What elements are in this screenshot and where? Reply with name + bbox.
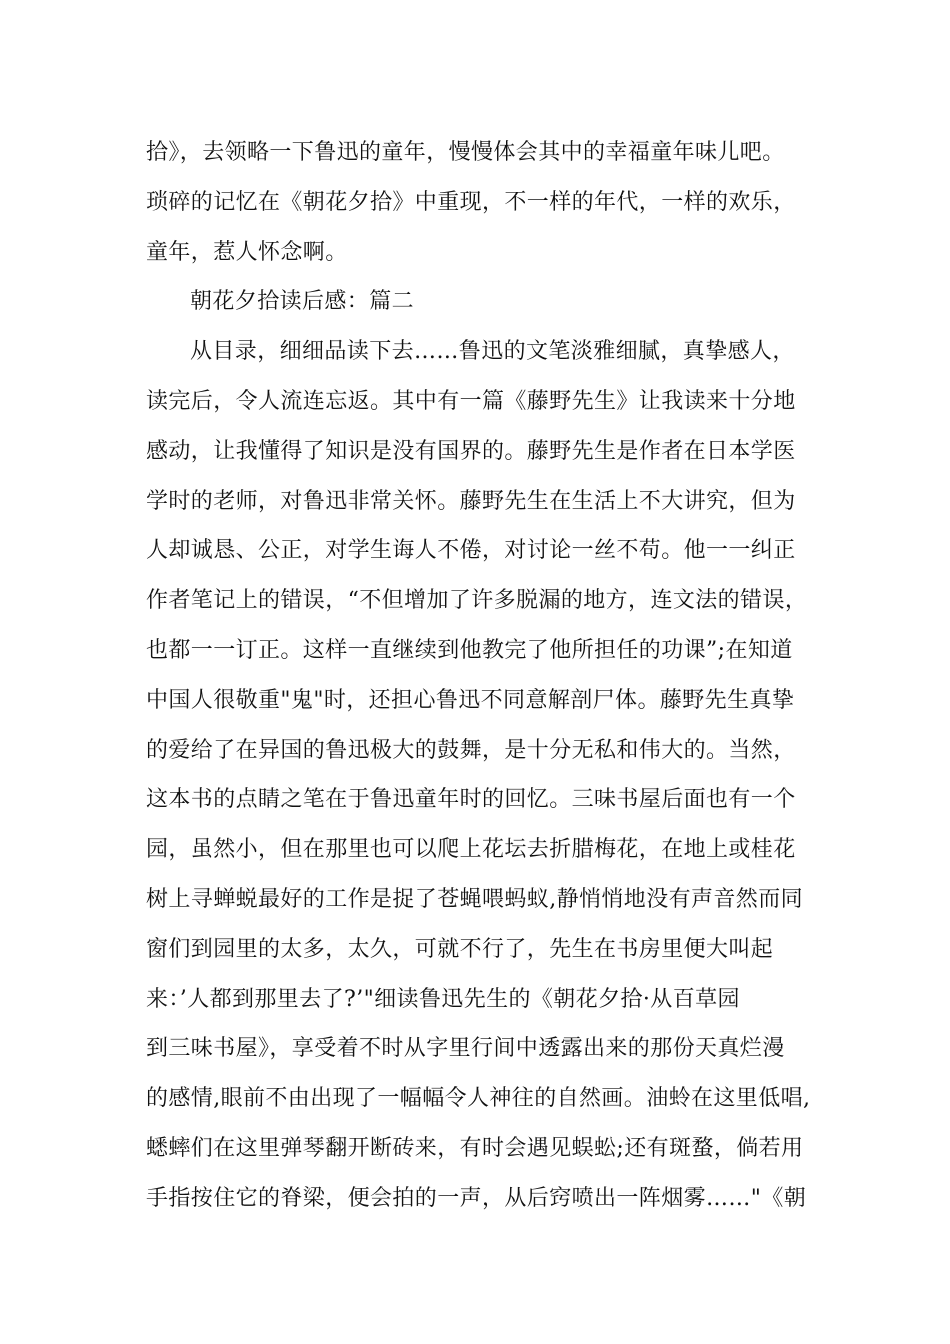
section-heading: 朝花夕拾读后感：篇二	[190, 289, 415, 315]
text-line: 中国人很敬重"鬼"时，还担心鲁迅不同意解剖尸体。藤野先生真挚	[146, 687, 795, 713]
text-line: 读完后，令人流连忘返。其中有一篇《藤野先生》让我读来十分地	[146, 388, 796, 414]
document-body	[146, 128, 836, 1224]
text-line: 作者笔记上的错误，“不但增加了许多脱漏的地方，连文法的错误，	[146, 588, 808, 614]
text-line: 的爱给了在异国的鲁迅极大的鼓舞，是十分无私和伟大的。当然，	[146, 737, 796, 763]
text-line: 手指按住它的脊梁，便会拍的一声，从后窍喷出一阵烟雾……"《朝	[146, 1185, 807, 1211]
text-line: 也都一一订正。这样一直继续到他教完了他所担任的功课”;在知道	[146, 637, 793, 663]
text-line: 的感情,眼前不由出现了一幅幅令人神往的自然画。油蛉在这里低唱,	[146, 1086, 811, 1112]
text-line: 窗们到园里的太多，太久，可就不行了，先生在书房里便大叫起	[146, 936, 774, 962]
text-line: 童年，惹人怀念啊。	[146, 239, 348, 265]
text-line: 拾》，去领略一下鲁迅的童年，慢慢体会其中的幸福童年味儿吧。	[146, 140, 785, 165]
text-line: 感动，让我懂得了知识是没有国界的。藤野先生是作者在日本学医	[146, 438, 796, 464]
text-line: 树上寻蝉蜕最好的工作是捉了苍蝇喂蚂蚁,静悄悄地没有声音然而同	[146, 886, 803, 912]
text-line: 到三味书屋》，享受着不时从字里行间中透露出来的那份天真烂漫	[146, 1036, 785, 1062]
text-line: 人却诚恳、公正，对学生诲人不倦，对讨论一丝不苟。他一一纠正	[146, 538, 796, 564]
paragraph-first-line: 从目录，细细品读下去……鲁迅的文笔淡雅细腻，真挚感人，	[190, 339, 795, 365]
text-line: 琐碎的记忆在《朝花夕拾》中重现，不一样的年代，一样的欢乐，	[146, 189, 796, 215]
text-line: 园，虽然小，但在那里也可以爬上花坛去折腊梅花，在地上或桂花	[146, 837, 796, 863]
text-line: 学时的老师，对鲁迅非常关怀。藤野先生在生活上不大讲究，但为	[146, 488, 796, 514]
text-line: 蟋蟀们在这里弹琴翻开断砖来，有时会遇见蜈蚣;还有斑蝥，倘若用	[146, 1135, 804, 1161]
text-line: 来：’人都到那里去了?’"细读鲁迅先生的《朝花夕拾·从百草园	[146, 986, 740, 1012]
text-line: 这本书的点睛之笔在于鲁迅童年时的回忆。三味书屋后面也有一个	[146, 787, 796, 813]
